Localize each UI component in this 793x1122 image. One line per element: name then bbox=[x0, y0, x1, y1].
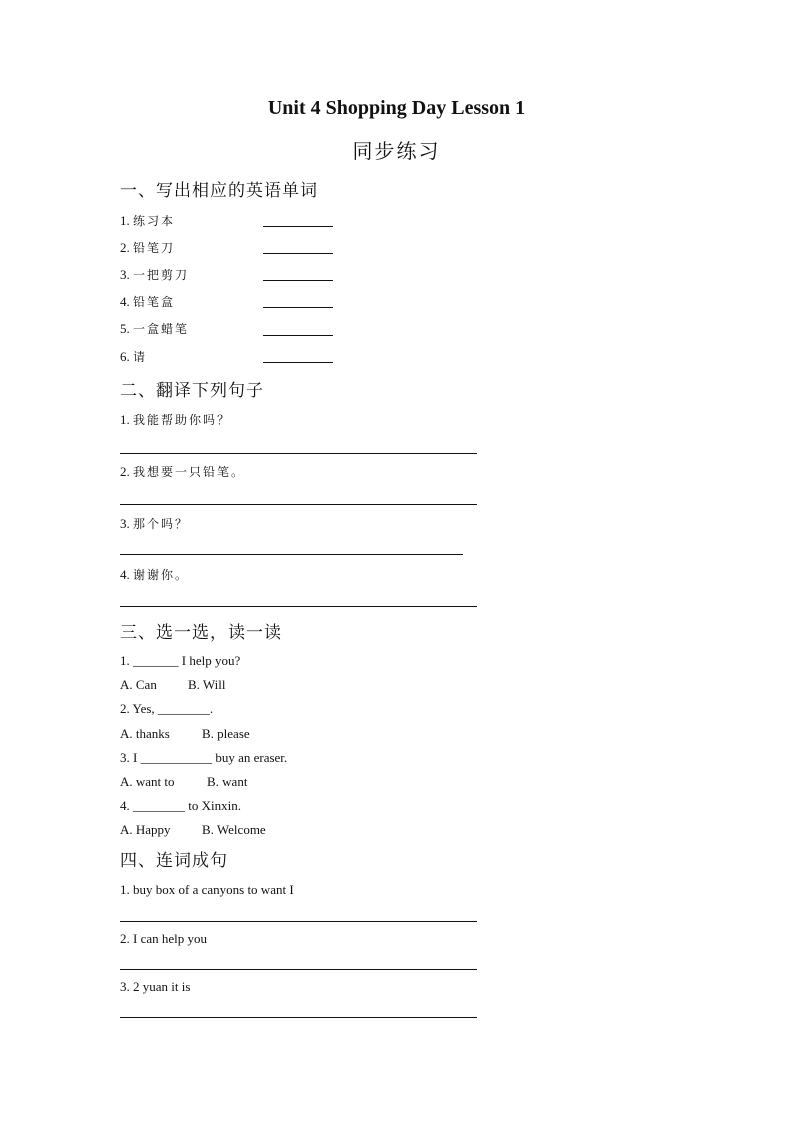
answer-line[interactable] bbox=[120, 969, 477, 970]
answer-blank-1[interactable] bbox=[263, 226, 333, 227]
page-title: Unit 4 Shopping Day Lesson 1 bbox=[267, 97, 526, 119]
item-text: 练习本 bbox=[133, 214, 176, 228]
item-number: 1. bbox=[120, 412, 130, 427]
choice-a[interactable]: A. Happy bbox=[120, 822, 171, 837]
item-number: 3. bbox=[120, 516, 130, 531]
item-text: 铅笔盒 bbox=[133, 295, 176, 309]
item-text: 铅笔刀 bbox=[133, 241, 176, 255]
section4-item-1: 1. buy box of a canyons to want I bbox=[120, 882, 294, 897]
section4-item-2: 2. I can help you bbox=[120, 931, 208, 946]
answer-blank-4[interactable] bbox=[263, 307, 333, 308]
item-number: 4. bbox=[120, 567, 130, 582]
item-number: 2. bbox=[120, 240, 130, 255]
section3-question-1: 1. _______ I help you? bbox=[120, 653, 241, 668]
answer-line[interactable] bbox=[120, 504, 477, 505]
item-text: 我想要一只铅笔。 bbox=[133, 465, 246, 479]
section4-item-3: 3. 2 yuan it is bbox=[120, 979, 191, 994]
item-text: 我能帮助你吗？ bbox=[133, 413, 232, 427]
choice-a[interactable]: A. want to bbox=[120, 774, 175, 789]
section2-item-1 bbox=[120, 411, 231, 428]
section2-item-4 bbox=[120, 566, 189, 583]
answer-blank-6[interactable] bbox=[263, 362, 333, 363]
section1-item-5 bbox=[120, 320, 189, 337]
item-number: 2. bbox=[120, 464, 130, 479]
answer-line[interactable] bbox=[120, 554, 463, 555]
choice-b[interactable]: B. please bbox=[202, 726, 250, 741]
section4-heading: 四、连词成句 bbox=[120, 851, 228, 871]
section2-item-3 bbox=[120, 515, 189, 532]
answer-blank-2[interactable] bbox=[263, 253, 333, 254]
section1-item-2 bbox=[120, 239, 175, 256]
section3-question-4: 4. ________ to Xinxin. bbox=[120, 798, 241, 813]
choice-b[interactable]: B. want bbox=[207, 774, 248, 789]
choice-b[interactable]: B. Will bbox=[188, 677, 226, 692]
section1-item-6 bbox=[120, 348, 147, 365]
answer-blank-3[interactable] bbox=[263, 280, 333, 281]
answer-blank-5[interactable] bbox=[263, 335, 333, 336]
section3-heading: 三、选一选，读一读 bbox=[120, 623, 282, 643]
answer-line[interactable] bbox=[120, 1017, 477, 1018]
choice-a[interactable]: A. Can bbox=[120, 677, 157, 692]
item-number: 6. bbox=[120, 349, 130, 364]
section1-item-3 bbox=[120, 266, 189, 283]
section1-item-4 bbox=[120, 293, 175, 310]
answer-line[interactable] bbox=[120, 606, 477, 607]
section3-question-2: 2. Yes, ________. bbox=[120, 701, 214, 716]
section1-item-1 bbox=[120, 212, 175, 229]
item-number: 5. bbox=[120, 321, 130, 336]
item-text: 那个吗？ bbox=[133, 517, 190, 531]
item-text: 请 bbox=[133, 350, 148, 364]
item-number: 3. bbox=[120, 267, 130, 282]
choice-a[interactable]: A. thanks bbox=[120, 726, 170, 741]
section3-question-3: 3. I ___________ buy an eraser. bbox=[120, 750, 288, 765]
item-text: 谢谢你。 bbox=[133, 568, 190, 582]
choice-b[interactable]: B. Welcome bbox=[202, 822, 266, 837]
section1-heading: 一、写出相应的英语单词 bbox=[120, 181, 318, 201]
item-text: 一盒蜡笔 bbox=[133, 322, 190, 336]
page-subtitle: 同步练习 bbox=[352, 139, 441, 163]
section2-heading: 二、翻译下列句子 bbox=[120, 381, 264, 401]
answer-line[interactable] bbox=[120, 921, 477, 922]
item-number: 4. bbox=[120, 294, 130, 309]
item-number: 1. bbox=[120, 213, 130, 228]
item-text: 一把剪刀 bbox=[133, 268, 190, 282]
section2-item-2 bbox=[120, 463, 245, 480]
answer-line[interactable] bbox=[120, 453, 477, 454]
